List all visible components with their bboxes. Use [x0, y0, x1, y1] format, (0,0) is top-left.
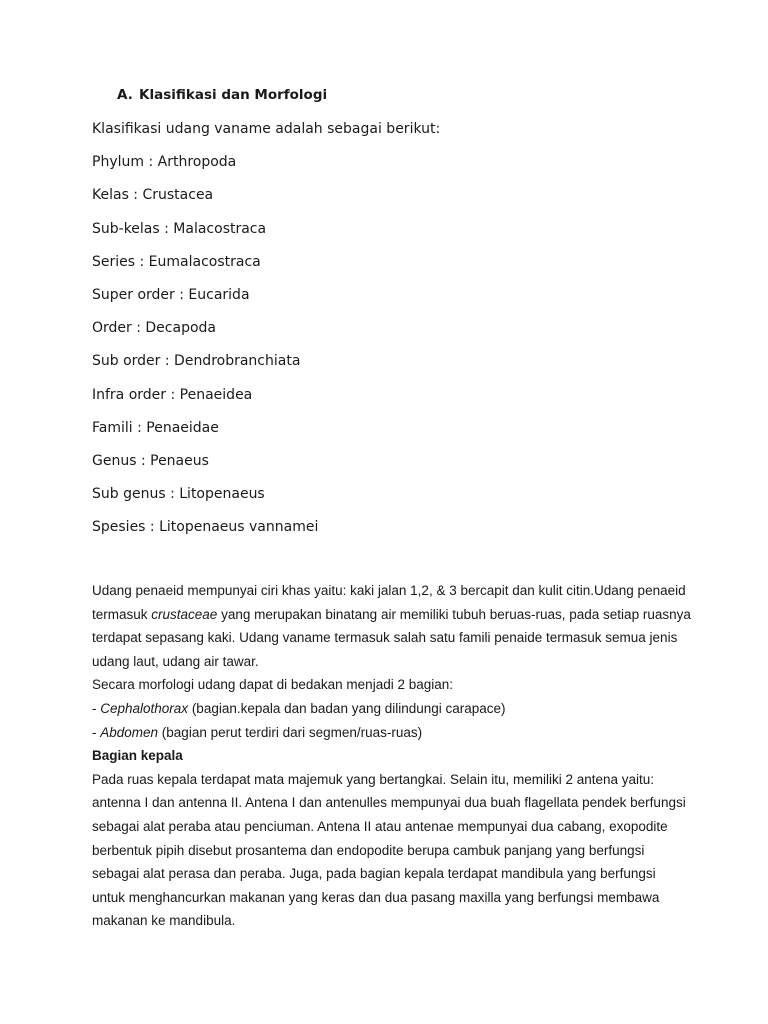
classification-item-sub-order: Sub order : Dendrobranchiata: [92, 353, 301, 370]
classification-item-order: Order : Decapoda: [92, 320, 216, 337]
italic-term: crustaceae: [151, 606, 218, 622]
morphology-intro: Secara morfologi udang dapat di bedakan menjadi 2 bagian:: [92, 677, 454, 693]
paragraph-text: yang merupakan binatang air memiliki tubuh beruas-ruas, pada setiap ruasnya terdapat sepasang kaki. Udang vaname termasuk salah satu famili penaide termasuk semua jenis udang laut, udang air tawar.: [92, 606, 691, 669]
part-term: Abdomen: [100, 724, 159, 740]
classification-list: [92, 119, 440, 550]
classification-item-spesies: Spesies : Litopenaeus vannamei: [92, 519, 319, 536]
paragraph-ciri-khas: [92, 579, 692, 673]
classification-item-sub-genus: Sub genus : Litopenaeus: [92, 486, 265, 503]
part-term: Cephalothorax: [100, 700, 189, 716]
classification-item-phylum: Phylum : Arthropoda: [92, 154, 237, 171]
list-dash: -: [92, 700, 101, 716]
part-item-cephalothorax: [92, 697, 692, 721]
paragraph-text: Udang penaeid mempunyai ciri khas yaitu: kaki jalan 1,2, & 3 bercapit dan kulit citin.Udang penaeid termasuk: [92, 583, 686, 622]
classification-intro: Klasifikasi udang vaname adalah sebagai berikut:: [92, 121, 441, 137]
paragraph-bagian-kepala: Pada ruas kepala terdapat mata majemuk yang bertangkai. Selain itu, memiliki 2 antena yaitu: antenna I dan antenna II. Antena I dan antenulles mempunyai dua buah flagellata pendek berfungsi sebagai alat peraba atau penciuman. Antena II atau antenae mempunyai dua cabang, exopodite berbentuk pipih disebut prosantema dan endopodite berupa cambuk panjang yang berfungsi sebagai alat perasa dan peraba. Juga, pada bagian kepala terdapat mandibula yang berfungsi untuk menghancurkan makanan yang keras dan dua pasang maxilla yang berfungsi membawa makanan ke mandibula.: [92, 771, 686, 929]
classification-item-famili: Famili : Penaeidae: [92, 419, 219, 436]
classification-item-infra-order: Infra order : Penaeidea: [92, 386, 253, 403]
section-number: A.: [117, 87, 133, 103]
classification-item-sub-kelas: Sub-kelas : Malacostraca: [92, 220, 267, 237]
section-title: Klasifikasi dan Morfologi: [139, 87, 328, 103]
part-item-abdomen: [92, 721, 692, 745]
classification-item-super-order: Super order : Eucarida: [92, 286, 250, 303]
list-dash: -: [92, 724, 101, 740]
body-text: [92, 579, 692, 933]
classification-item-series: Series : Eumalacostraca: [92, 253, 261, 270]
part-description: (bagian.kepala dan badan yang dilindungi carapace): [188, 700, 506, 716]
part-description: (bagian perut terdiri dari segmen/ruas-ruas): [158, 724, 423, 740]
section-heading: [117, 86, 327, 104]
classification-item-kelas: Kelas : Crustacea: [92, 187, 214, 204]
classification-item-genus: Genus : Penaeus: [92, 452, 209, 469]
subsection-heading: Bagian kepala: [92, 748, 183, 764]
